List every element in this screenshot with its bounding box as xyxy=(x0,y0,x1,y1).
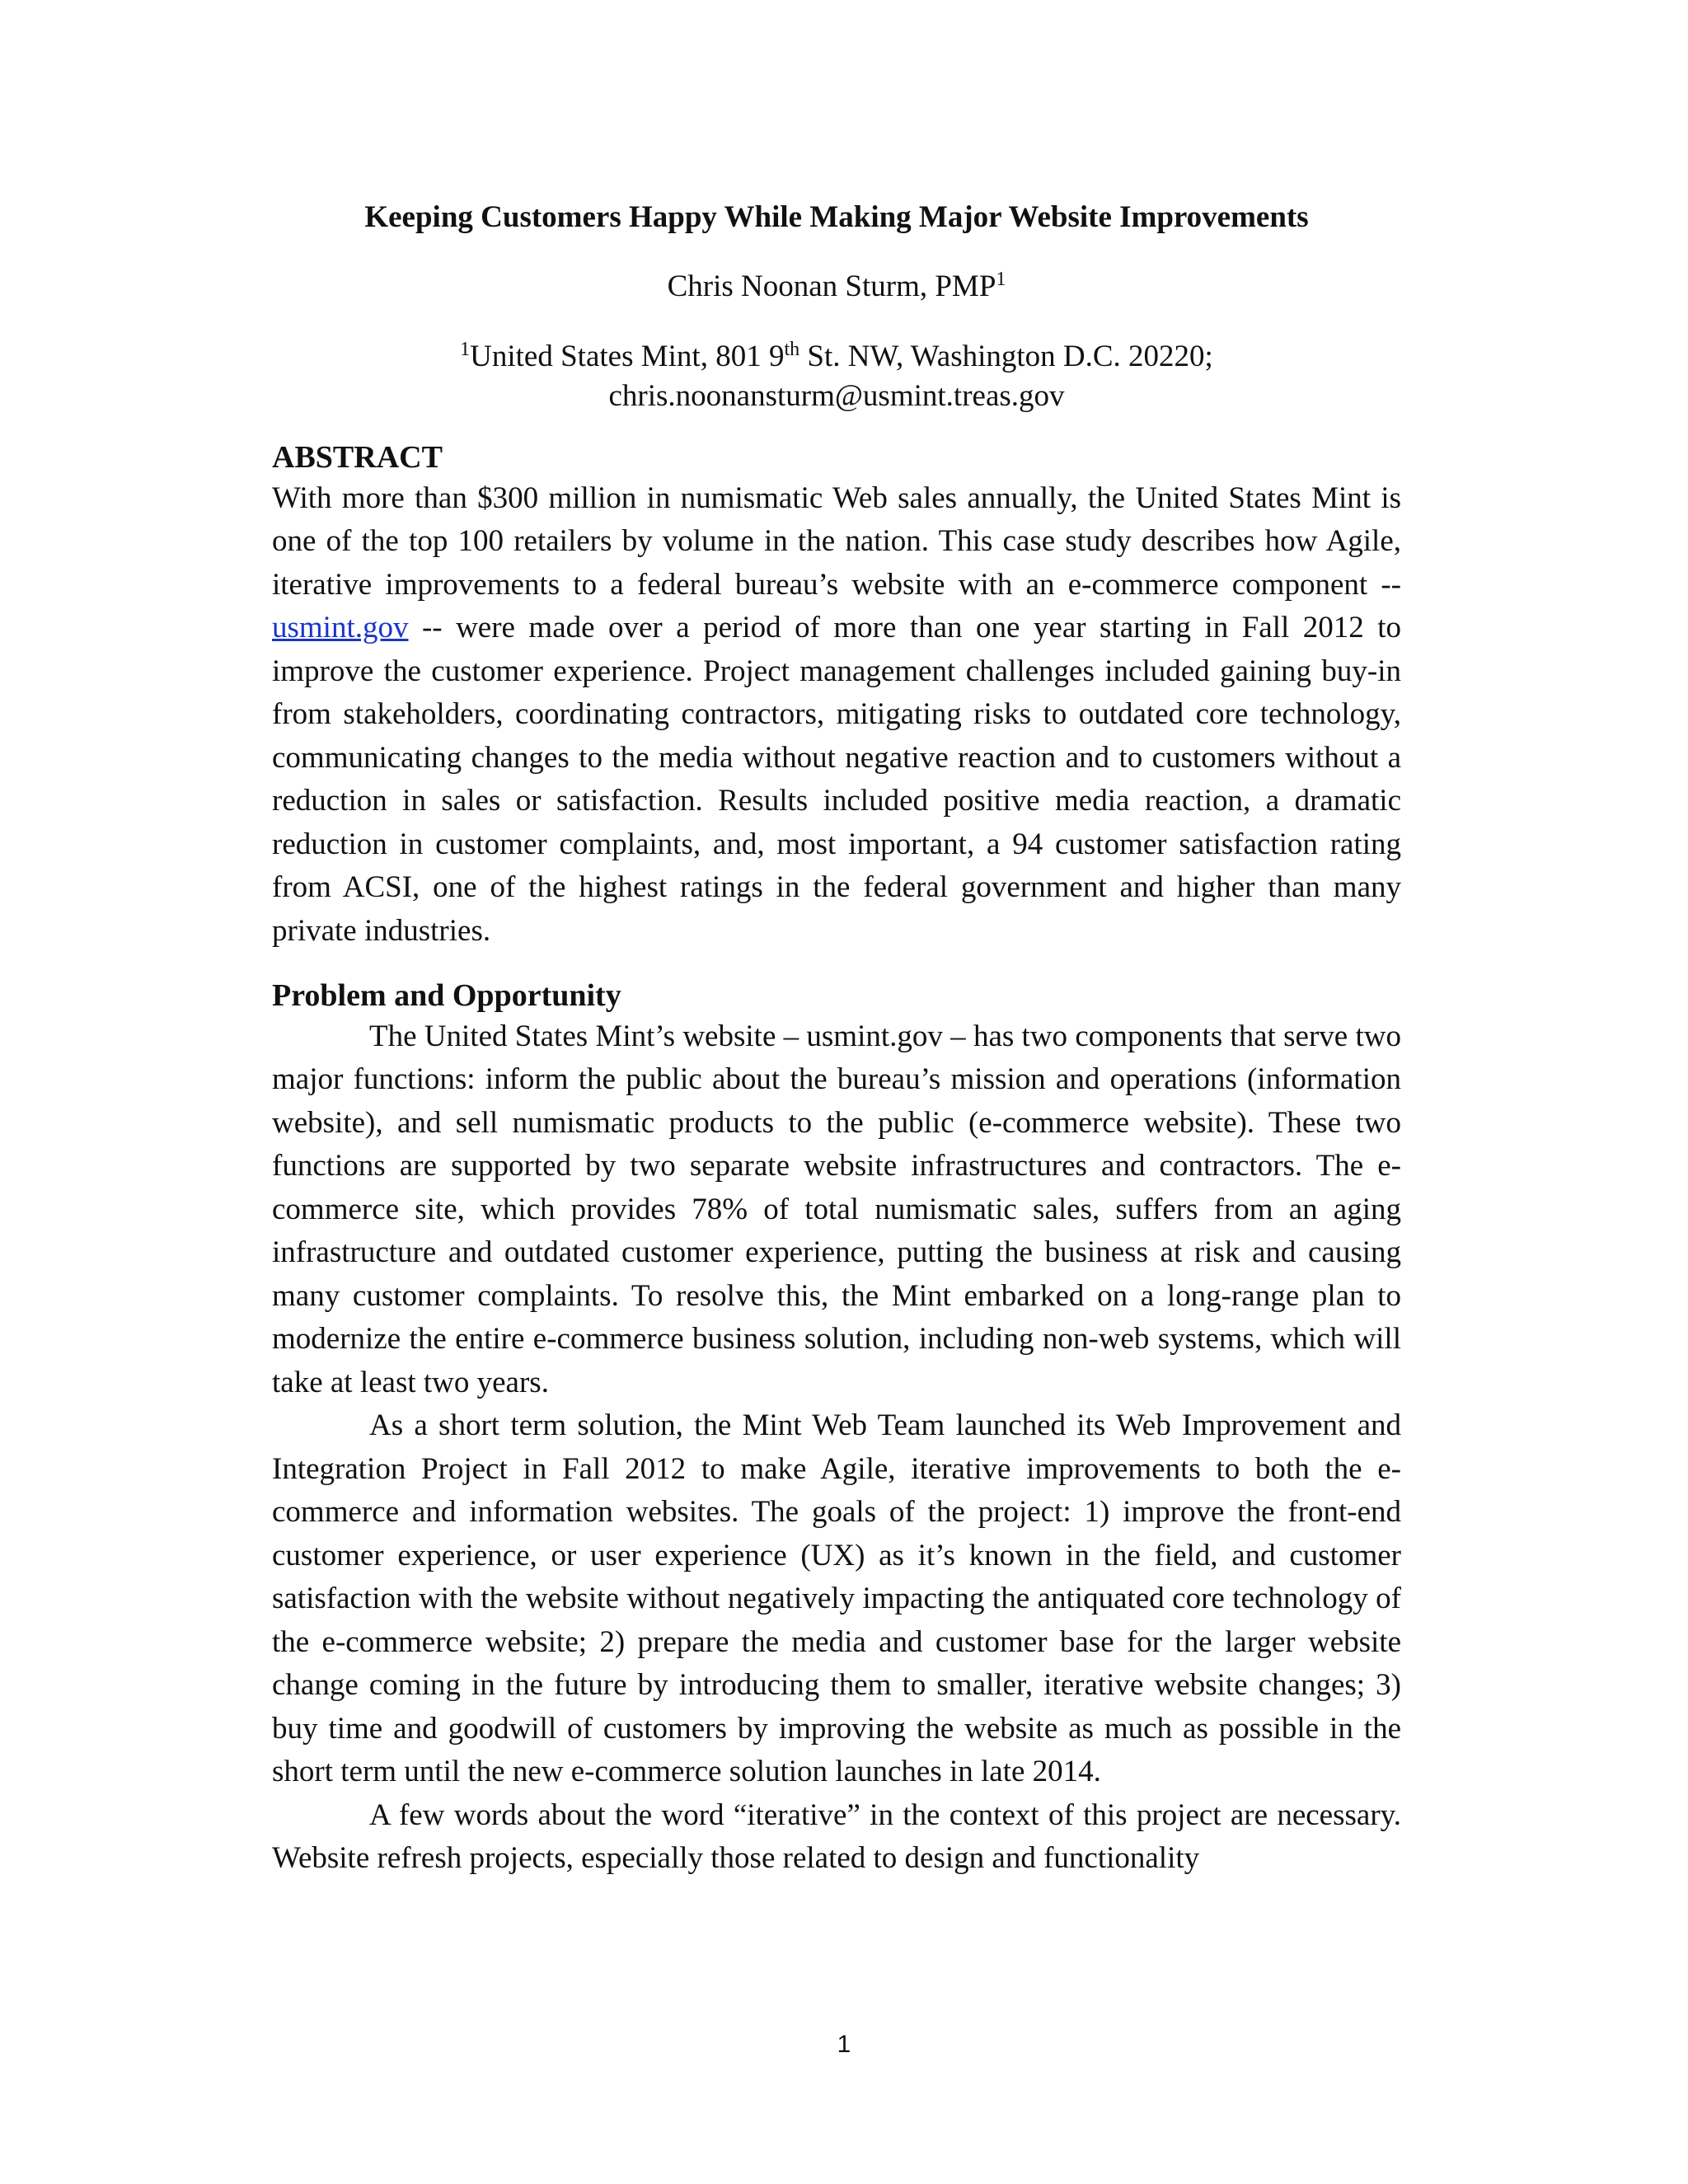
usmint-link[interactable]: usmint.gov xyxy=(272,611,409,645)
problem-paragraph-1: The United States Mint’s website – usmint.gov – has two components that serve two major functions: inform the public about the bureau’s mission and operations (information website), and sell numismatic products to the public (e-commerce website). These two functions are supported by two separate website infrastructures and contractors. The e-commerce site, which provides 78% of total numismatic sales, suffers from an aging infrastructure and outdated customer experience, putting the business at risk and causing many customer complaints. To resolve this, the Mint embarked on a long-range plan to modernize the entire e-commerce business solution, including non-web systems, which will take at least two years. xyxy=(272,1019,1401,1399)
author-email: chris.noonansturm@usmint.treas.gov xyxy=(608,378,1065,413)
author-name: Chris Noonan Sturm, PMP xyxy=(667,269,996,304)
paper-page xyxy=(272,181,1401,1881)
affiliation-line xyxy=(460,340,1213,373)
affiliation xyxy=(272,337,1401,416)
problem-paragraph-2: As a short term solution, the Mint Web Team launched its Web Improvement and Integration Project in Fall 2012 to make Agile, iterative improvements to both the e-commerce and information websites. The goals of the project: 1) improve the front-end customer experience, or user experience (UX) as it’s known in the field, and customer satisfaction with the website without negatively impacting the antiquated core technology of the e-commerce website; 2) prepare the media and customer base for the larger website change coming in the future by introducing them to smaller, iterative website changes; 3) buy time and goodwill of customers by improving the website as much as possible in the short term until the new e-commerce solution launches in late 2014. xyxy=(272,1408,1401,1789)
abstract-text xyxy=(272,477,1401,954)
paper-title: Keeping Customers Happy While Making Major Website Improvements xyxy=(364,200,1309,234)
page-number: 1 xyxy=(837,2031,851,2058)
author-line xyxy=(272,269,1401,305)
affiliation-address-start: United States Mint, 801 9 xyxy=(470,339,785,373)
affiliation-ordinal: th xyxy=(784,338,800,360)
problem-paragraph-3: A few words about the word “iterative” in the context of this project are necessary. Website refresh projects, especially those related to design and functionality xyxy=(272,1797,1401,1876)
problem-heading: Problem and Opportunity xyxy=(272,978,621,1014)
abstract-heading: ABSTRACT xyxy=(272,439,443,475)
affiliation-address-end: St. NW, Washington D.C. 20220; xyxy=(799,339,1213,373)
author-affiliation-marker: 1 xyxy=(996,269,1006,291)
abstract-text-end: -- were made over a period of more than one year starting in Fall 2012 to improve the customer experience. Project management challenges included gaining buy-in from stakeholders, coordinating contractors, mitigating risks to outdated core technology, communicating changes to the media without negative reaction and to customers without a reduction in sales or satisfaction. Results included positive media reaction, a dramatic reduction in customer complaints, and, most important, a 94 customer satisfaction rating from ACSI, one of the highest ratings in the federal government and higher than many private industries. xyxy=(272,611,1401,948)
affiliation-marker: 1 xyxy=(460,338,471,360)
abstract-text-start: With more than $300 million in numismatic Web sales annually, the United States Mint is one of the top 100 retailers by volume in the nation. This case study describes how Agile, iterative improvements to a federal bureau’s website with an e-commerce component -- xyxy=(272,480,1401,602)
